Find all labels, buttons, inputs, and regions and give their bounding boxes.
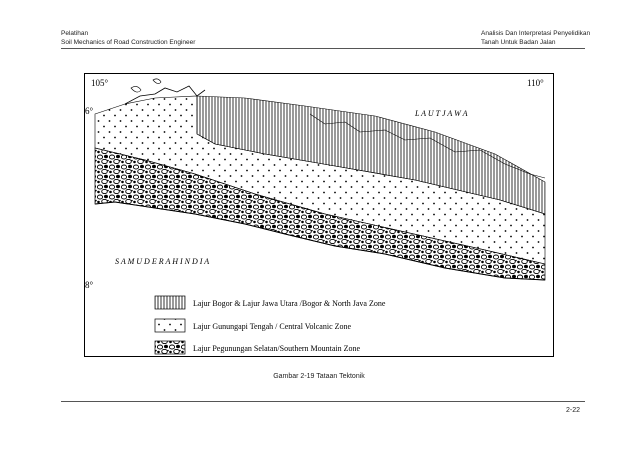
legend-label-southern: Lajur Pegunungan Selatan/Southern Mountain Zone bbox=[193, 344, 361, 353]
header-chapter-line2: Tanah Untuk Badan Jalan bbox=[481, 38, 556, 46]
header-left bbox=[61, 30, 195, 47]
latitude-label-north: 6° bbox=[85, 106, 94, 116]
header-training-label: Pelatihan bbox=[61, 30, 89, 37]
header-chapter-line1: Analisis Dan Interpretasi Penyelidikan bbox=[481, 30, 591, 37]
figure-caption: Gambar 2-19 Tataan Tektonik bbox=[273, 373, 365, 380]
tectonic-map-figure bbox=[84, 73, 554, 357]
header-right bbox=[481, 30, 590, 47]
page-number: 2-22 bbox=[566, 407, 581, 414]
java-sea-label: L A U T J A W A bbox=[415, 109, 468, 118]
legend-swatch-volcanic bbox=[155, 319, 185, 332]
legend-swatch-southern bbox=[155, 341, 185, 354]
legend-swatch-bogor bbox=[155, 296, 185, 309]
legend-label-volcanic: Lajur Gunungapi Tengah / Central Volcanic Zone bbox=[193, 322, 352, 331]
indian-ocean-label: S A M U D E R A H I N D I A bbox=[115, 257, 210, 266]
footer-divider bbox=[61, 401, 585, 402]
longitude-label-east: 110° bbox=[527, 78, 544, 88]
latitude-label-south: 8° bbox=[85, 280, 94, 290]
longitude-label-west: 105° bbox=[91, 78, 109, 88]
header-course-title: Soil Mechanics of Road Construction Engineer bbox=[61, 38, 196, 46]
legend-label-bogor: Lajur Bogor & Lajur Jawa Utara /Bogor & North Java Zone bbox=[193, 299, 386, 308]
tectonic-map bbox=[85, 74, 554, 357]
header-divider bbox=[61, 48, 585, 49]
